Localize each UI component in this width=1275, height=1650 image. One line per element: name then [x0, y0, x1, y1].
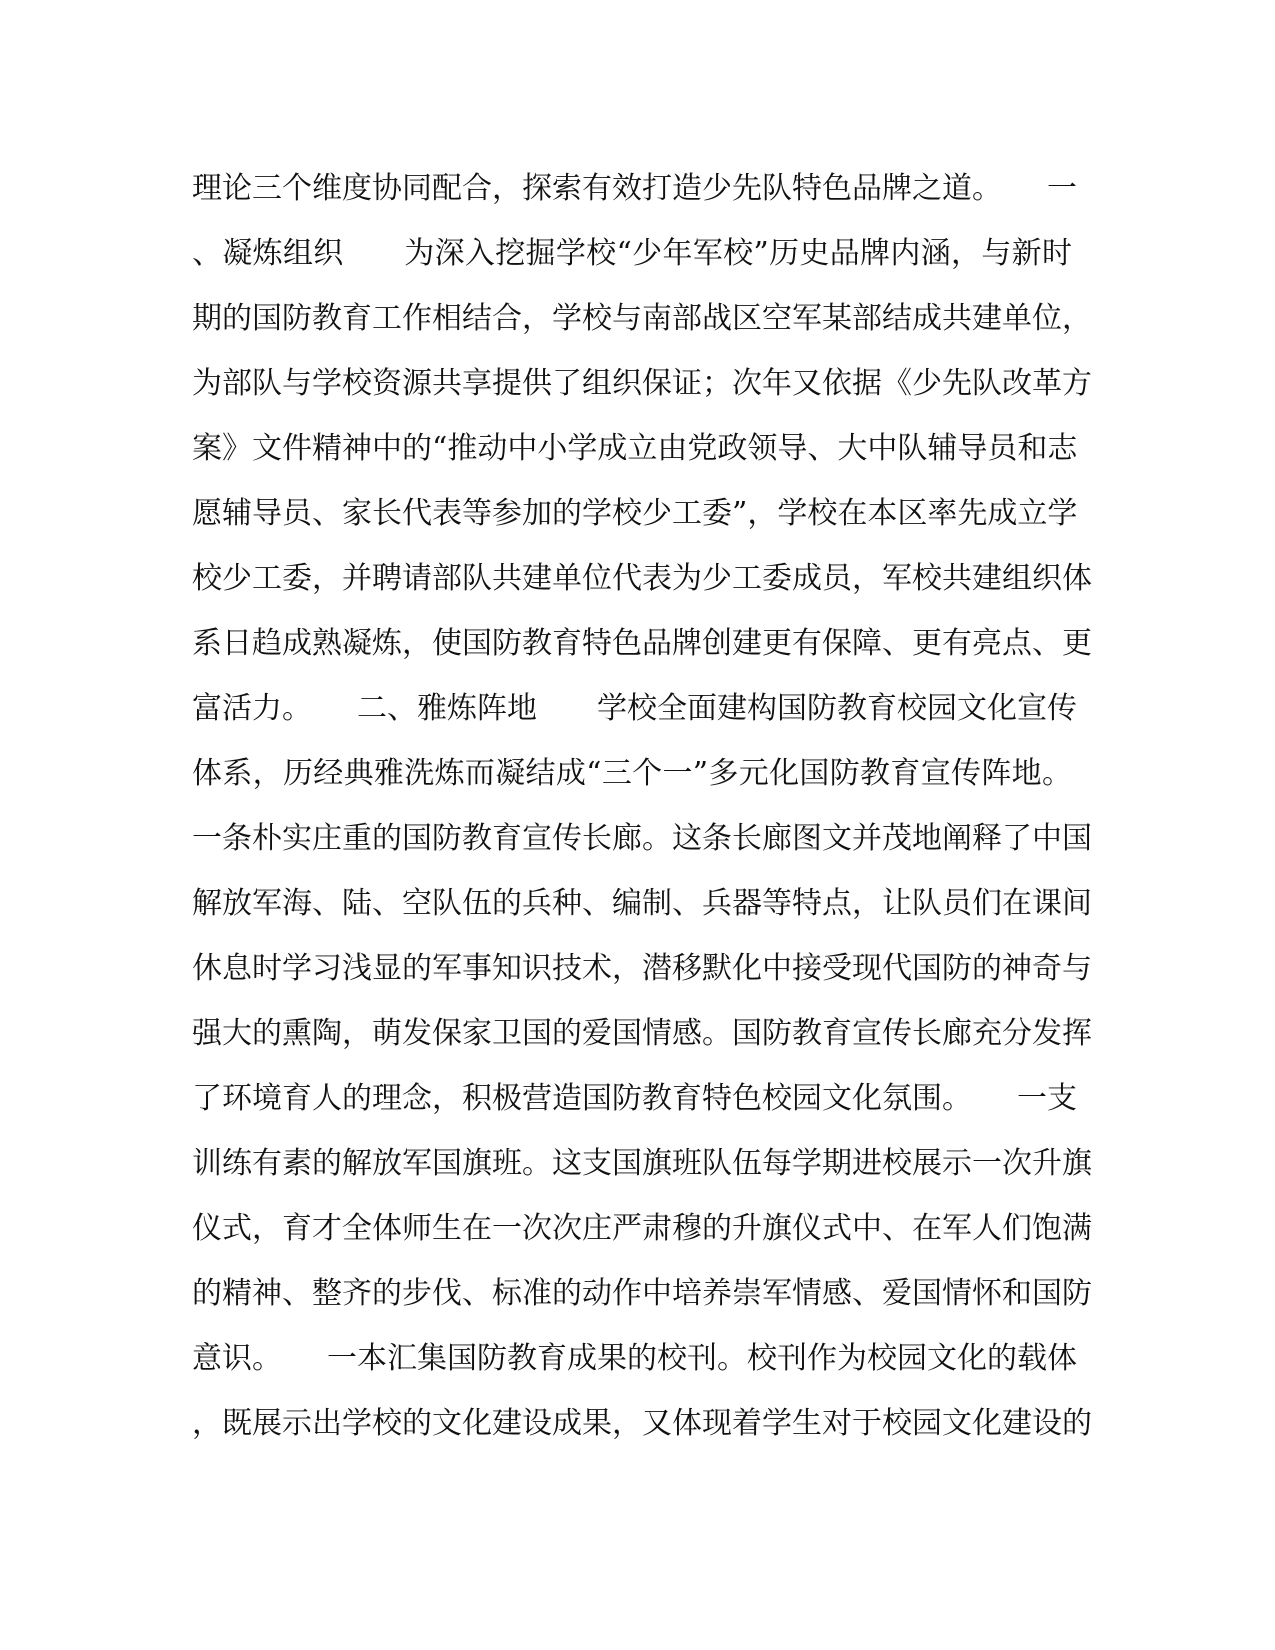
text-line-13: 休息时学习浅显的军事知识技术，潜移默化中接受现代国防的神奇与 [192, 951, 1092, 986]
text-line-8: 系日趋成熟凝炼，使国防教育特色品牌创建更有保障、更有亮点、更 [192, 626, 1092, 661]
text-line-6: 愿辅导员、家长代表等参加的学校少工委”，学校在本区率先成立学 [192, 496, 1078, 531]
text-line-17: 仪式，育才全体师生在一次次庄严肃穆的升旗仪式中、在军人们饱满 [192, 1211, 1092, 1246]
text-line-7: 校少工委，并聘请部队共建单位代表为少工委成员，军校共建组织体 [192, 561, 1092, 596]
text-line-20: ，既展示出学校的文化建设成果，又体现着学生对于校园文化建设的 [192, 1406, 1092, 1441]
text-line-15: 了环境育人的理念，积极营造国防教育特色校园文化氛围。 一支 [192, 1081, 1077, 1116]
text-line-10: 体系，历经典雅洗炼而凝结成“三个一”多元化国防教育宣传阵地。 [192, 756, 1072, 791]
text-line-18: 的精神、整齐的步伐、标准的动作中培养崇军情感、爱国情怀和国防 [192, 1276, 1092, 1311]
text-line-2: 、凝炼组织 为深入挖掘学校“少年军校”历史品牌内涵，与新时 [192, 236, 1072, 271]
text-line-12: 解放军海、陆、空队伍的兵种、编制、兵器等特点，让队员们在课间 [192, 886, 1092, 921]
text-line-14: 强大的熏陶，萌发保家卫国的爱国情感。国防教育宣传长廊充分发挥 [192, 1016, 1092, 1051]
text-line-5: 案》文件精神中的“推动中小学成立由党政领导、大中队辅导员和志 [192, 431, 1078, 466]
text-line-4: 为部队与学校资源共享提供了组织保证；次年又依据《少先队改革方 [192, 366, 1092, 401]
text-line-3: 期的国防教育工作相结合，学校与南部战区空军某部结成共建单位， [192, 301, 1092, 336]
text-line-9: 富活力。 二、雅炼阵地 学校全面建构国防教育校园文化宣传 [192, 691, 1077, 726]
text-line-1: 理论三个维度协同配合，探索有效打造少先队特色品牌之道。 一 [192, 171, 1077, 206]
text-line-19: 意识。 一本汇集国防教育成果的校刊。校刊作为校园文化的载体 [192, 1341, 1077, 1376]
text-line-11: 一条朴实庄重的国防教育宣传长廊。这条长廊图文并茂地阐释了中国 [192, 821, 1092, 856]
text-line-16: 训练有素的解放军国旗班。这支国旗班队伍每学期进校展示一次升旗 [192, 1146, 1092, 1181]
body-text [192, 156, 1092, 1456]
